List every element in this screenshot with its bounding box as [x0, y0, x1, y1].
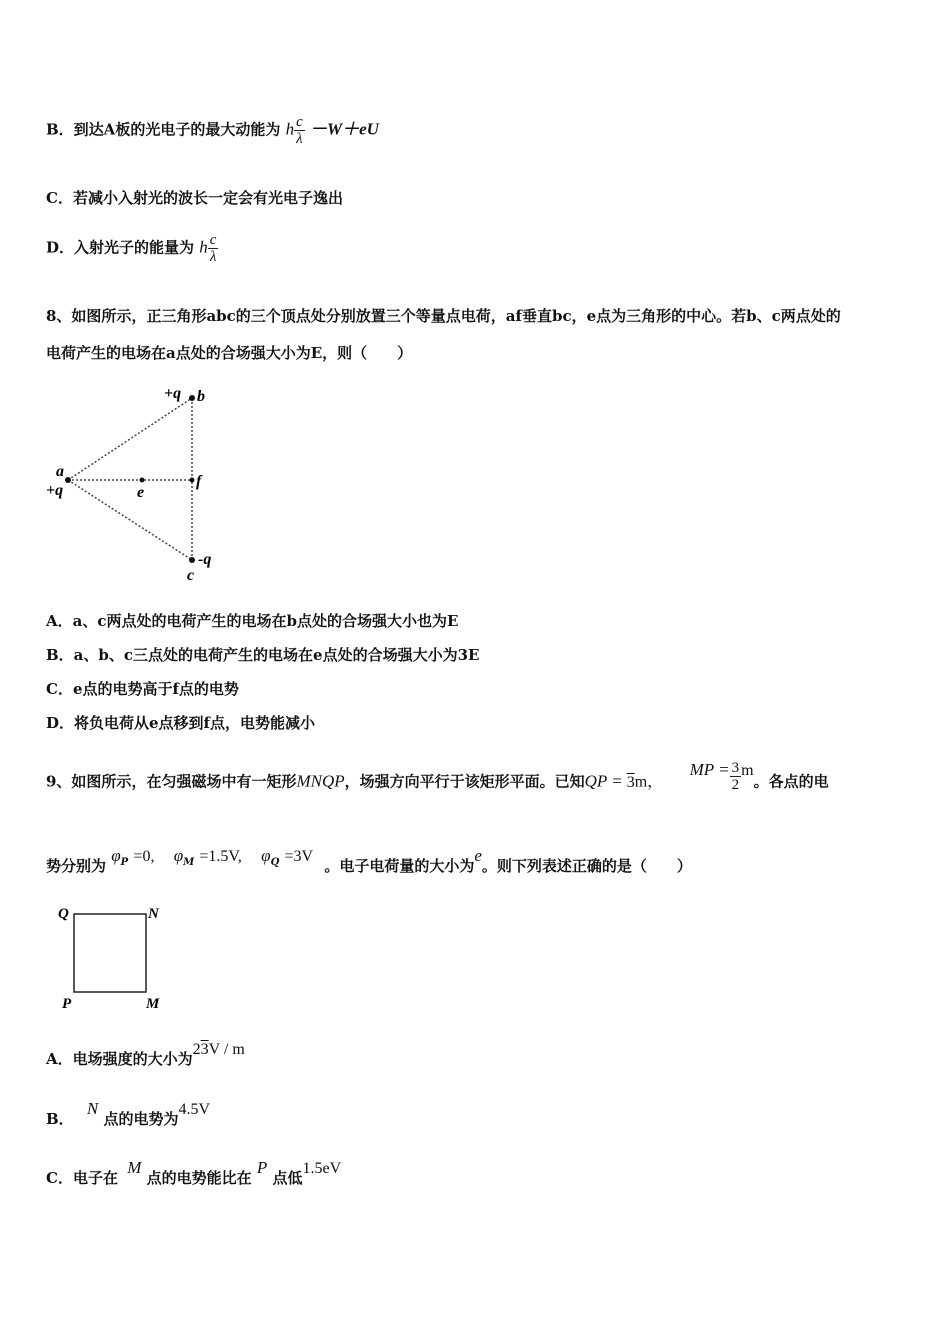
label-c: c	[187, 567, 195, 584]
label-b: b	[197, 388, 205, 405]
q9-stem-line2: 势分别为 $\varphi_P =0$, $\varphi_M =1.5V$, $\varphi_Q =3V$ 。电子电荷量的大小为e。则下列表述正确的是（ ）	[46, 846, 692, 875]
sqrt-3: 3	[200, 1041, 209, 1058]
label-a: a	[56, 463, 64, 480]
q7-option-b: B．到达A板的光电子的最大动能为 h $\frac{c}{\lambda}$ －W＋eU	[46, 114, 379, 147]
sqrt-3: 3	[626, 773, 635, 791]
label-qb: +q	[164, 385, 182, 402]
q8-triangle-figure	[40, 380, 230, 590]
q7-option-c: C．若减小入射光的波长一定会有光电子逸出	[46, 189, 343, 207]
label-qc: -q	[198, 551, 212, 568]
q8-option-c: C．e点的电势高于f点的电势	[46, 680, 239, 698]
label-P: P	[62, 996, 72, 1012]
label-e: e	[137, 484, 145, 501]
q9-option-c: C．电子在 M 点的电势能比在 P 点低1.5eV	[46, 1158, 342, 1187]
q9-option-b: B． N 点的电势为4.5V	[46, 1099, 211, 1128]
q9-stem-line1: 9、如图所示，在匀强磁场中有一矩形MNQP，场强方向平行于该矩形平面。已知QP = 3m， MP = $\frac{3}{2}$ m。各点的电	[46, 759, 829, 793]
label-N: N	[148, 906, 159, 922]
fraction-3-over-2: $\frac{3}{2}$	[731, 760, 740, 793]
q8-stem-line2: 电荷产生的电场在a点处的合场强大小为E，则（ ）	[46, 344, 413, 362]
label-M: M	[146, 996, 160, 1012]
q8-stem-line1: 8、如图所示，正三角形abc的三个顶点处分别放置三个等量点电荷，af垂直bc，e点为三角形的中心。若b、c两点处的	[46, 307, 841, 325]
q9-rectangle-figure	[52, 902, 172, 1012]
label-Q: Q	[58, 906, 69, 922]
q7-option-d: D．入射光子的能量为 h $\frac{c}{\lambda}$	[46, 232, 217, 265]
label-qa: +q	[46, 482, 64, 499]
fraction-c-over-lambda: $\frac{c}{\lambda}$	[209, 232, 217, 265]
q9-option-a: A．电场强度的大小为23V / m	[46, 1041, 245, 1068]
q8-option-d: D．将负电荷从e点移到f点，电势能减小	[46, 714, 316, 732]
q8-option-b: B．a、b、c三点处的电荷产生的电场在e点处的合场强大小为3E	[46, 646, 480, 664]
q8-option-a: A．a、c两点处的电荷产生的电场在b点处的合场强大小也为E	[46, 612, 459, 630]
fraction-c-over-lambda: $\frac{c}{\lambda}$	[296, 114, 303, 147]
label-f: f	[196, 473, 202, 490]
